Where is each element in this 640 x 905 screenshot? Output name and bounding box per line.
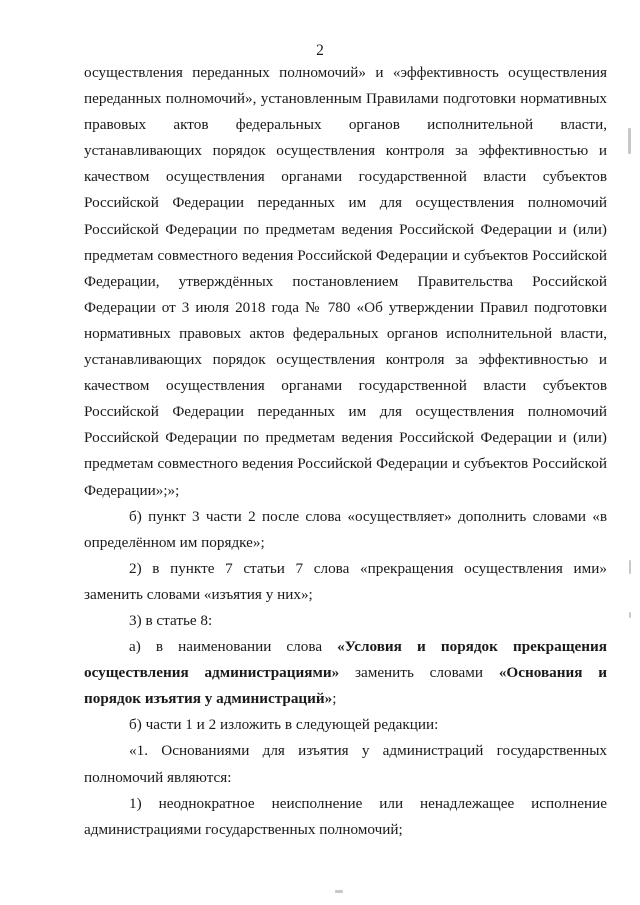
paragraph-item-3: 3) в статье 8:: [129, 611, 213, 629]
scan-edge-mark: [629, 612, 631, 618]
paragraph-item-a: [84, 634, 607, 712]
paragraph-item-2: 2) в пункте 7 статьи 7 слова «прекращения осуществления ими» заменить словами «изъятия у них»;: [84, 559, 607, 603]
paragraph-part-1: «1. Основаниями для изъятия у администраций государственных полномочий являются:: [84, 742, 607, 786]
item-a-new-title: «Основания и порядок изъятия у администраций»: [84, 664, 607, 708]
paragraph-item-b2: б) части 1 и 2 изложить в следующей редакции:: [129, 716, 439, 734]
scan-edge-mark: [335, 890, 343, 893]
item-a-text-1: а) в наименовании слова: [129, 638, 338, 656]
document-body: [84, 60, 607, 843]
item-a-text-3: ;: [332, 690, 337, 708]
scan-edge-mark: [629, 560, 631, 574]
paragraph-criteria-continuation: осуществления переданных полномочий» и «эффективность осуществления переданных полномочий», установленным Правилами подготовки нормативных правовых актов федеральных органов исполнительной власти, устанавливающих порядок осуществления контроля за эффективностью и качеством осуществления органами государственной власти субъектов Российской Федерации переданных им для осуществления полномочий Российской Федерации по предметам ведения Российской Федерации и (или) предметам совместного ведения Российской Федерации и субъектов Российской Федерации, утверждённых постановлением Правительства Российской Федерации от 3 июля 2018 года № 780 «Об утверждении Правил подготовки нормативных правовых актов федеральных органов исполнительной власти, устанавливающих порядок осуществления контроля за эффективностью и качеством осуществления органами государственной власти субъектов Российской Федерации переданных им для осуществления полномочий Российской Федерации по предметам ведения Российской Федерации и (или) предметам совместного ведения Российской Федерации и субъектов Российской Федерации»;»;: [84, 64, 607, 499]
scan-edge-mark: [628, 128, 631, 154]
paragraph-subitem-1: 1) неоднократное неисполнение или ненадлежащее исполнение администрациями государственных полномочий;: [84, 794, 607, 838]
page-number: 2: [316, 42, 324, 59]
paragraph-item-b: б) пункт 3 части 2 после слова «осуществляет» дополнить словами «в определённом им порядке»;: [84, 507, 607, 551]
item-a-text-2: заменить словами: [339, 664, 499, 682]
item-a-old-title: «Условия и порядок прекращения осуществления администрациями»: [84, 638, 607, 682]
